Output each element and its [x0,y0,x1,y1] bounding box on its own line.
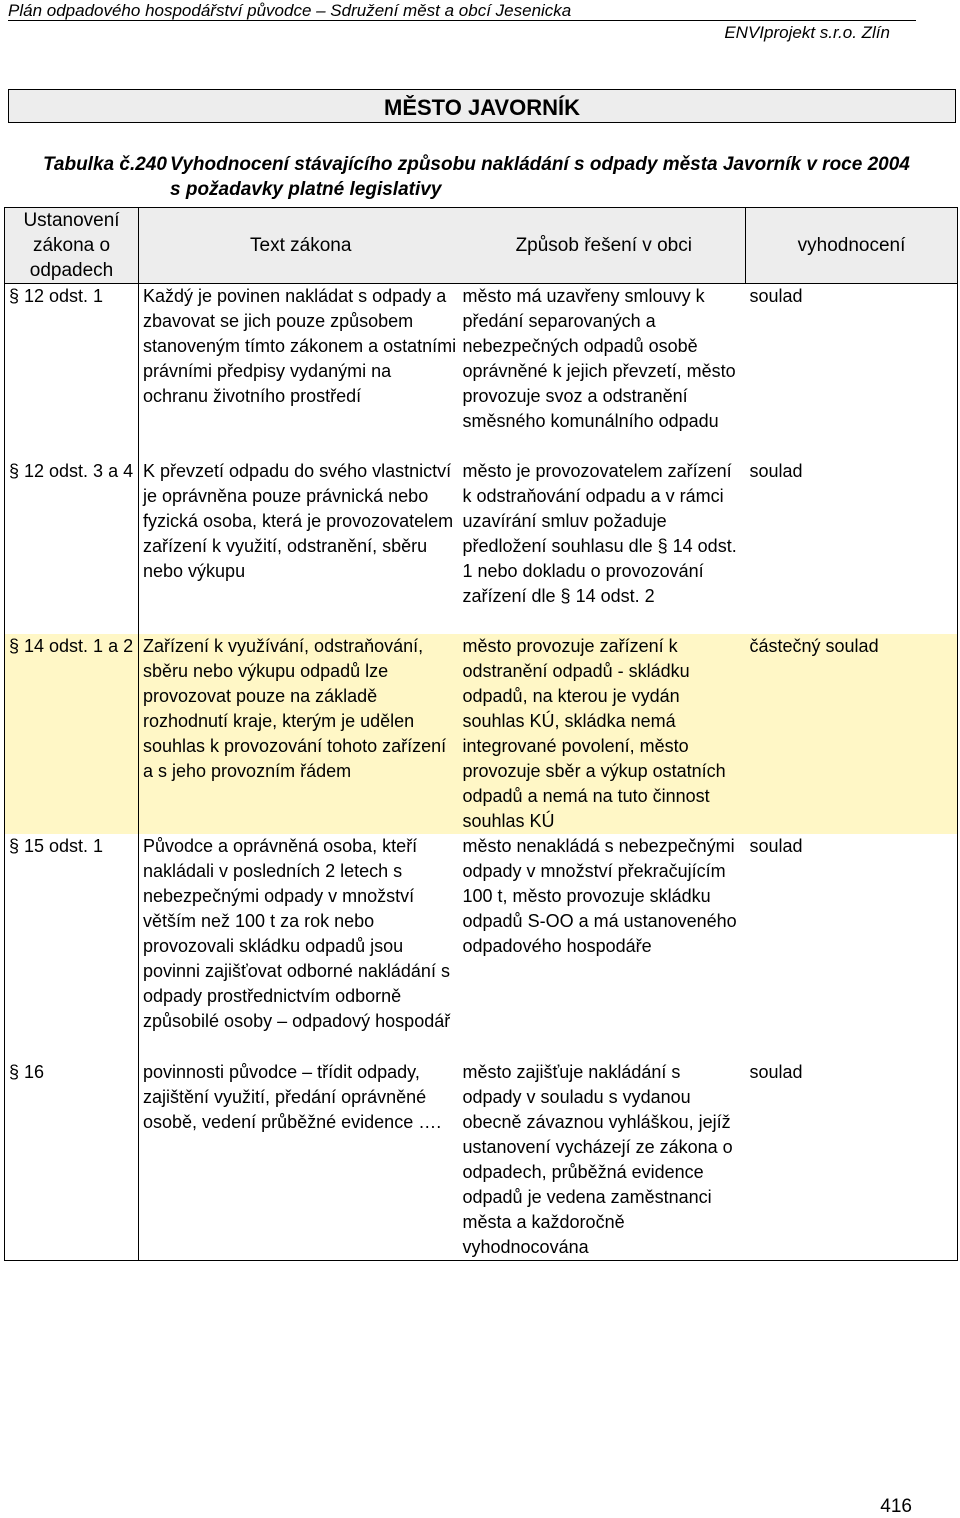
table-header-row [5,208,958,284]
solution-cell: město zajišťuje nakládání s odpady v souladu s vydanou obecně závaznou vyhláškou, jejíž ustanovení vycházejí ze zákona o odpadech, průběžná evidence odpadů je vedena zaměstnanci města a každoročně vyhodnocována [463,1060,746,1261]
provision-cell: § 14 odst. 1 a 2 [5,634,139,834]
table-caption [43,152,910,202]
evaluation-cell: soulad [746,834,958,1060]
header-law-text: Text zákona [139,208,463,284]
provision-cell: § 12 odst. 3 a 4 [5,459,139,634]
running-header-right: ENVIprojekt s.r.o. Zlín [724,23,890,42]
table-caption-line2: s požadavky platné legislativy [170,179,442,200]
page-number: 416 [880,1496,912,1517]
table-row-highlighted [5,634,958,834]
solution-cell: město nenakládá s nebezpečnými odpady v množství překračujícím 100 t, město provozuje skládku odpadů S-OO a má ustanoveného odpadového hospodáře [462,835,737,956]
header-provision: Ustanovení zákona o odpadech [5,208,139,284]
evaluation-cell: soulad [746,459,958,634]
city-title: MĚSTO JAVORNÍK [384,95,580,120]
law-text-cell: Zařízení k využívání, odstraňování, sběru nebo výkupu odpadů lze provozovat pouze na základě rozhodnutí kraje, kterým je udělen souhlas k provozování tohoto zařízení a s jeho provozním řádem [139,634,463,834]
solution-cell: město je provozovatelem zařízení k odstraňování odpadu a v rámci uzavírání smluv požaduje předložení souhlasu dle § 14 odst. 1 nebo dokladu o provozování zařízení dle § 14 odst. 2 [462,460,737,606]
table-row [5,459,958,634]
header-evaluation: vyhodnocení [746,208,958,284]
law-text-cell: K převzetí odpadu do svého vlastnictví je oprávněna pouze právnická nebo fyzická osoba, která je provozovatelem zařízení k využití, odstranění, sběru nebo výkupu [143,460,454,581]
provision-cell: § 15 odst. 1 [5,834,139,1060]
header-solution: Způsob řešení v obci [463,208,746,284]
header-rule [8,20,916,21]
solution-cell: město má uzavřeny smlouvy k předání separovaných a nebezpečných odpadů osobě oprávněné k jejich převzetí, město provozuje svoz a odstranění směsného komunálního odpadu [462,286,736,431]
table-number: Tabulka č.240 [43,154,167,175]
law-text-cell: Každý je povinen nakládat s odpady a zbavovat se jich pouze způsobem stanoveným tímto zákonem a ostatními právními předpisy vydanými na ochranu životního prostředí [143,286,457,406]
table-row [5,1060,958,1261]
evaluation-table [4,207,958,1261]
evaluation-cell: částečný soulad [746,634,958,834]
provision-cell: § 16 [5,1060,139,1261]
table-row [5,284,958,459]
table-caption-line1: Vyhodnocení stávajícího způsobu nakládání s odpady města Javorník v roce 2004 [170,154,910,175]
evaluation-cell: soulad [746,1060,958,1261]
city-title-box [8,89,956,123]
provision-cell: § 12 odst. 1 [5,284,139,459]
running-header-left: Plán odpadového hospodářství původce – Sdružení měst a obcí Jesenicka [8,1,572,20]
table-row [5,834,958,1060]
law-text-cell: Původce a oprávněná osoba, kteří nakládali v posledních 2 letech s nebezpečnými odpady v množství větším než 100 t za rok nebo provozovali skládku odpadů jsou povinni zajišťovat odborné nakládání s odpady prostřednictvím odborně způsobilé osoby – odpadový hospodář [143,835,451,1031]
solution-cell: město provozuje zařízení k odstranění odpadů - skládku odpadů, na kterou je vydán souhlas KÚ, skládka nemá integrované povolení, město provozuje sběr a výkup ostatních odpadů a nemá na tuto činnost souhlas KÚ [463,634,746,834]
evaluation-cell: soulad [746,284,958,459]
law-text-cell: povinnosti původce – třídit odpady, zajištění využití, předání oprávněné osobě, vedení průběžné evidence …. [139,1060,463,1261]
